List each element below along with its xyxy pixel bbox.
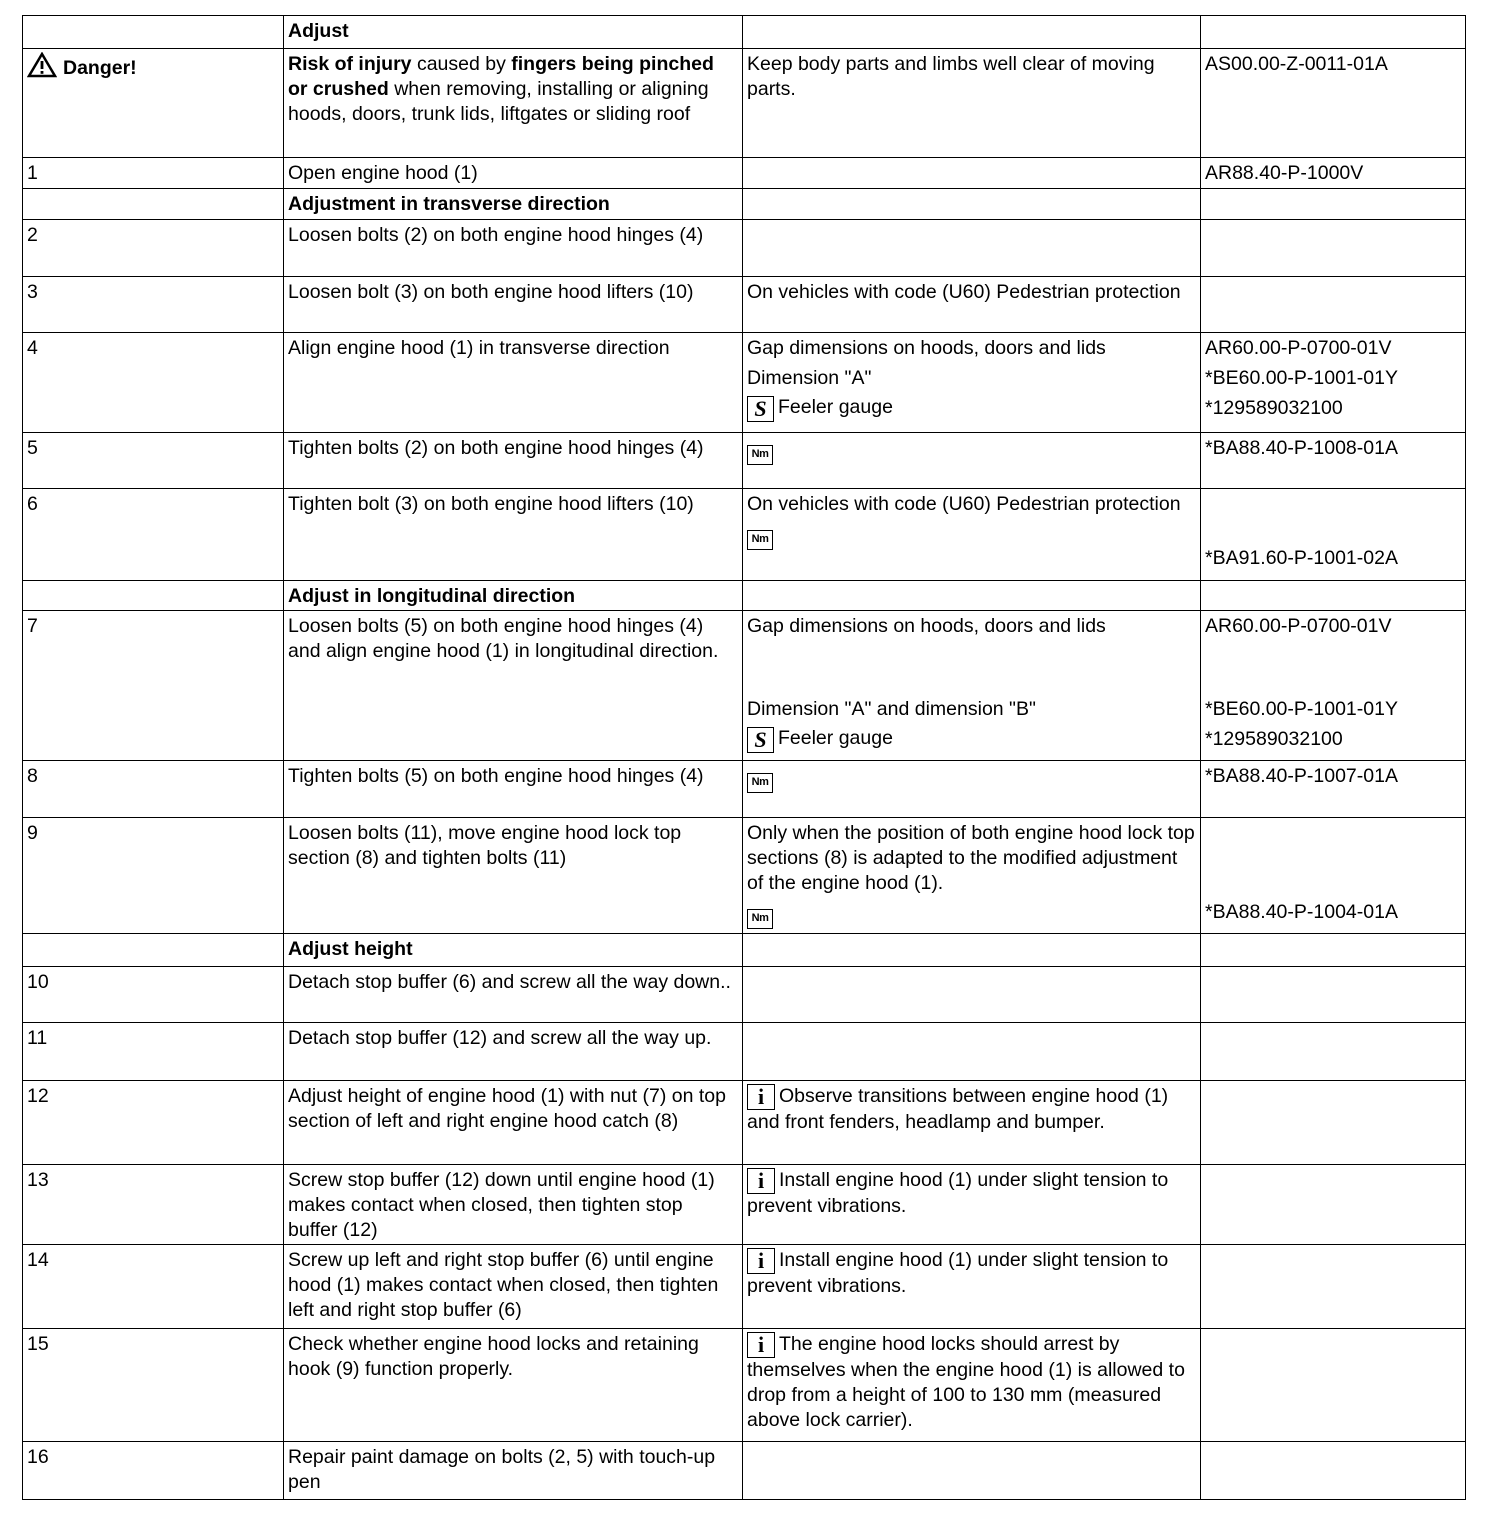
step-number: 4 (23, 333, 284, 433)
step-ref: AR60.00-P-0700-01V *BE60.00-P-1001-01Y *129589032100 (1201, 333, 1466, 433)
step-row (23, 489, 1466, 581)
step-row (23, 1329, 1466, 1442)
step-number: 16 (23, 1442, 284, 1500)
step-note (743, 761, 1201, 818)
info-icon: i (747, 1168, 775, 1194)
step-note: i The engine hood locks should arrest by themselves when the engine hood (1) is allowed to drop from a height of 100 to 130 mm (measured above lock carrier). (743, 1329, 1201, 1442)
warning-triangle-icon (27, 52, 57, 85)
step-row (23, 1165, 1466, 1245)
step-note: i Install engine hood (1) under slight tension to prevent vibrations. (743, 1245, 1201, 1329)
step-number: 6 (23, 489, 284, 581)
step-number: 8 (23, 761, 284, 818)
step-note: On vehicles with code (U60) Pedestrian protection (743, 277, 1201, 333)
step-row (23, 1023, 1466, 1081)
step-text: Check whether engine hood locks and retaining hook (9) function properly. (284, 1329, 743, 1442)
step-number: 10 (23, 967, 284, 1023)
step-text: Tighten bolts (2) on both engine hood hinges (4) (284, 433, 743, 489)
torque-wrench-icon: Nm (747, 773, 773, 793)
section-row (23, 189, 1466, 220)
step-number: 7 (23, 611, 284, 761)
danger-remedy: Keep body parts and limbs well clear of moving parts. (743, 49, 1201, 158)
info-icon: i (747, 1248, 775, 1274)
step-text: Screw stop buffer (12) down until engine hood (1) makes contact when closed, then tighten stop buffer (12) (284, 1165, 743, 1245)
step-row (23, 333, 1466, 433)
step-row (23, 761, 1466, 818)
step-note: Gap dimensions on hoods, doors and lids Dimension "A" S Feeler gauge (743, 333, 1201, 433)
step-ref: *BA88.40-P-1004-01A (1201, 818, 1466, 934)
torque-wrench-icon: Nm (747, 530, 773, 550)
step-number: 5 (23, 433, 284, 489)
step-row (23, 220, 1466, 277)
danger-ref: AS00.00-Z-0011-01A (1201, 49, 1466, 158)
step-note: i Install engine hood (1) under slight tension to prevent vibrations. (743, 1165, 1201, 1245)
step-row (23, 158, 1466, 189)
step-number: 11 (23, 1023, 284, 1081)
step-text: Tighten bolt (3) on both engine hood lifters (10) (284, 489, 743, 581)
section-row (23, 934, 1466, 967)
step-note: Gap dimensions on hoods, doors and lids Dimension "A" and dimension "B" S Feeler gauge (743, 611, 1201, 761)
step-text: Open engine hood (1) (284, 158, 743, 189)
step-ref: *BA88.40-P-1008-01A (1201, 433, 1466, 489)
step-text: Tighten bolts (5) on both engine hood hinges (4) (284, 761, 743, 818)
step-number: 15 (23, 1329, 284, 1442)
section-title: Adjust height (284, 934, 743, 967)
step-note: On vehicles with code (U60) Pedestrian protection Nm (743, 489, 1201, 581)
special-tool-icon: S (747, 727, 774, 753)
step-text: Detach stop buffer (6) and screw all the way down.. (284, 967, 743, 1023)
step-text: Detach stop buffer (12) and screw all the way up. (284, 1023, 743, 1081)
step-row (23, 433, 1466, 489)
step-number: 2 (23, 220, 284, 277)
danger-risk-cell: Risk of injury caused by fingers being pinched or crushed when removing, installing or aligning hoods, doors, trunk lids, liftgates or sliding roof (284, 49, 743, 158)
step-row (23, 611, 1466, 761)
step-number: 12 (23, 1081, 284, 1165)
step-number: 1 (23, 158, 284, 189)
step-row (23, 277, 1466, 333)
section-row (23, 581, 1466, 611)
step-text: Loosen bolts (11), move engine hood lock top section (8) and tighten bolts (11) (284, 818, 743, 934)
procedure-sheet (22, 15, 1466, 1500)
info-icon: i (747, 1332, 775, 1358)
step-ref: *BA91.60-P-1001-02A (1201, 489, 1466, 581)
step-note (743, 433, 1201, 489)
step-ref: *BA88.40-P-1007-01A (1201, 761, 1466, 818)
step-text: Screw up left and right stop buffer (6) until engine hood (1) makes contact when closed, then tighten left and right stop buffer (6) (284, 1245, 743, 1329)
step-number: 14 (23, 1245, 284, 1329)
step-row (23, 967, 1466, 1023)
danger-label: Danger! (63, 57, 137, 79)
step-row (23, 1442, 1466, 1500)
procedure-title: Adjust (284, 16, 743, 49)
danger-row (23, 49, 1466, 158)
header-row (23, 16, 1466, 49)
step-text: Repair paint damage on bolts (2, 5) with touch-up pen (284, 1442, 743, 1500)
special-tool-icon: S (747, 396, 774, 422)
torque-wrench-icon: Nm (747, 909, 773, 929)
step-text: Loosen bolts (5) on both engine hood hinges (4) and align engine hood (1) in longitudinal direction. (284, 611, 743, 761)
torque-wrench-icon: Nm (747, 445, 773, 465)
step-ref: AR60.00-P-0700-01V *BE60.00-P-1001-01Y *129589032100 (1201, 611, 1466, 761)
info-icon: i (747, 1084, 775, 1110)
step-row (23, 1081, 1466, 1165)
procedure-table (22, 15, 1466, 1500)
step-number: 3 (23, 277, 284, 333)
step-text: Align engine hood (1) in transverse direction (284, 333, 743, 433)
step-row (23, 1245, 1466, 1329)
step-text: Loosen bolts (2) on both engine hood hinges (4) (284, 220, 743, 277)
step-note: Only when the position of both engine hood lock top sections (8) is adapted to the modified adjustment of the engine hood (1). Nm (743, 818, 1201, 934)
section-title: Adjust in longitudinal direction (284, 581, 743, 611)
danger-label-cell (23, 49, 284, 158)
step-text: Adjust height of engine hood (1) with nut (7) on top section of left and right engine hood catch (8) (284, 1081, 743, 1165)
step-row (23, 818, 1466, 934)
step-number: 13 (23, 1165, 284, 1245)
section-title: Adjustment in transverse direction (284, 189, 743, 220)
step-ref: AR88.40-P-1000V (1201, 158, 1466, 189)
step-number: 9 (23, 818, 284, 934)
step-note: i Observe transitions between engine hood (1) and front fenders, headlamp and bumper. (743, 1081, 1201, 1165)
step-text: Loosen bolt (3) on both engine hood lifters (10) (284, 277, 743, 333)
